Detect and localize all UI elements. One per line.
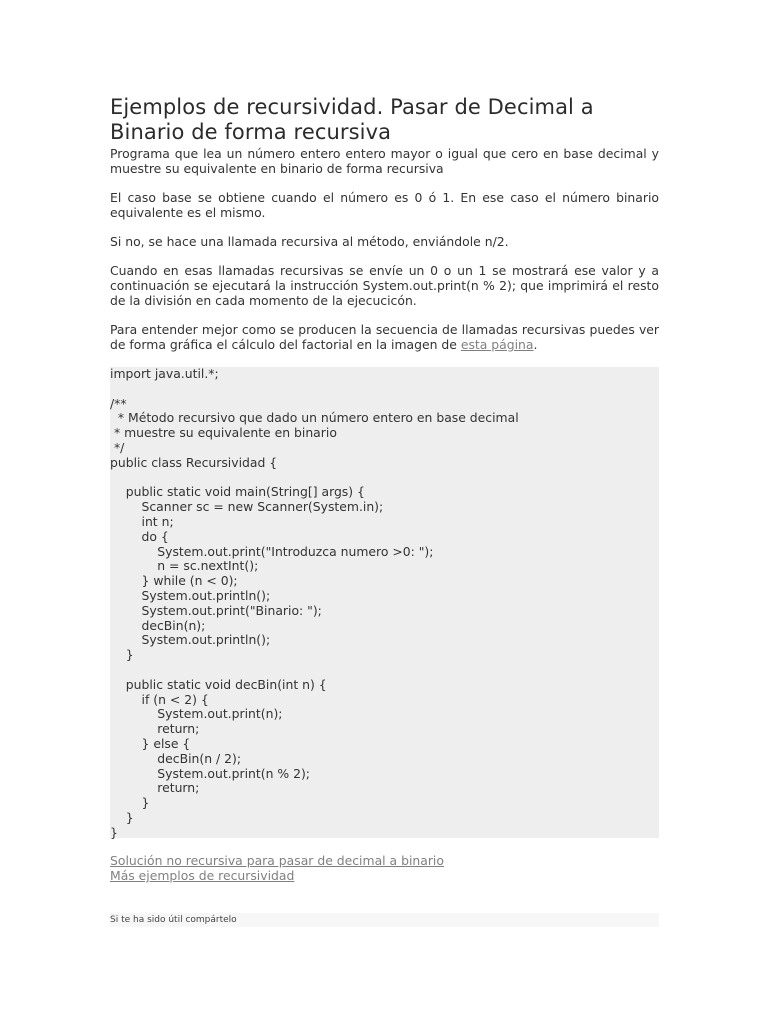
share-bar [110, 913, 659, 927]
non-recursive-solution-link[interactable]: Solución no recursiva para pasar de decimal a binario [110, 853, 444, 868]
reference-text: Para entender mejor como se producen la secuencia de llamadas recursivas puedes ver de forma gráfica el cálculo del factorial en la imagen de [110, 322, 659, 352]
reference-paragraph [110, 322, 659, 352]
recursive-call-paragraph: Si no, se hace una llamada recursiva al método, enviándole n/2. [110, 234, 509, 249]
explanation-paragraph: Cuando en esas llamadas recursivas se envíe un 0 o un 1 se mostrará ese valor y a continuación se ejecutará la instrucción System.out.print(n % 2); que imprimirá el resto de la división en cada momento de la ejecucicón. [110, 263, 659, 308]
java-code: import java.util.*; /** * Método recursivo que dado un número entero en base decimal * muestre su equivalente en binario */ public class Recursividad { public static void main(String[] args) { Scanner sc = new Scanner(System.in); int n; do { System.out.print("Introduzca numero >0: "); n = sc.nextInt(); } while (n < 0); System.out.println(); System.out.print("Binario: "); decBin(n); System.out.println(); } public static void decBin(int n) { if (n < 2) { System.out.print(n); return; } else { decBin(n / 2); System.out.print(n % 2); return; } } } [110, 366, 519, 840]
intro-paragraph: Programa que lea un número entero entero mayor o igual que cero en base decimal y muestre su equivalente en binario de forma recursiva [110, 146, 659, 176]
base-case-paragraph: El caso base se obtiene cuando el número es 0 ó 1. En ese caso el número binario equivalente es el mismo. [110, 190, 659, 220]
reference-period: . [533, 337, 538, 352]
article-body [110, 95, 659, 883]
share-text: Si te ha sido útil compártelo [110, 915, 237, 925]
article-title: Ejemplos de recursividad. Pasar de Decimal a Binario de forma recursiva [110, 95, 594, 144]
related-links [110, 853, 659, 883]
more-examples-link[interactable]: Más ejemplos de recursividad [110, 868, 295, 883]
code-block [110, 367, 659, 838]
esta-pagina-link[interactable]: esta página [460, 337, 534, 352]
